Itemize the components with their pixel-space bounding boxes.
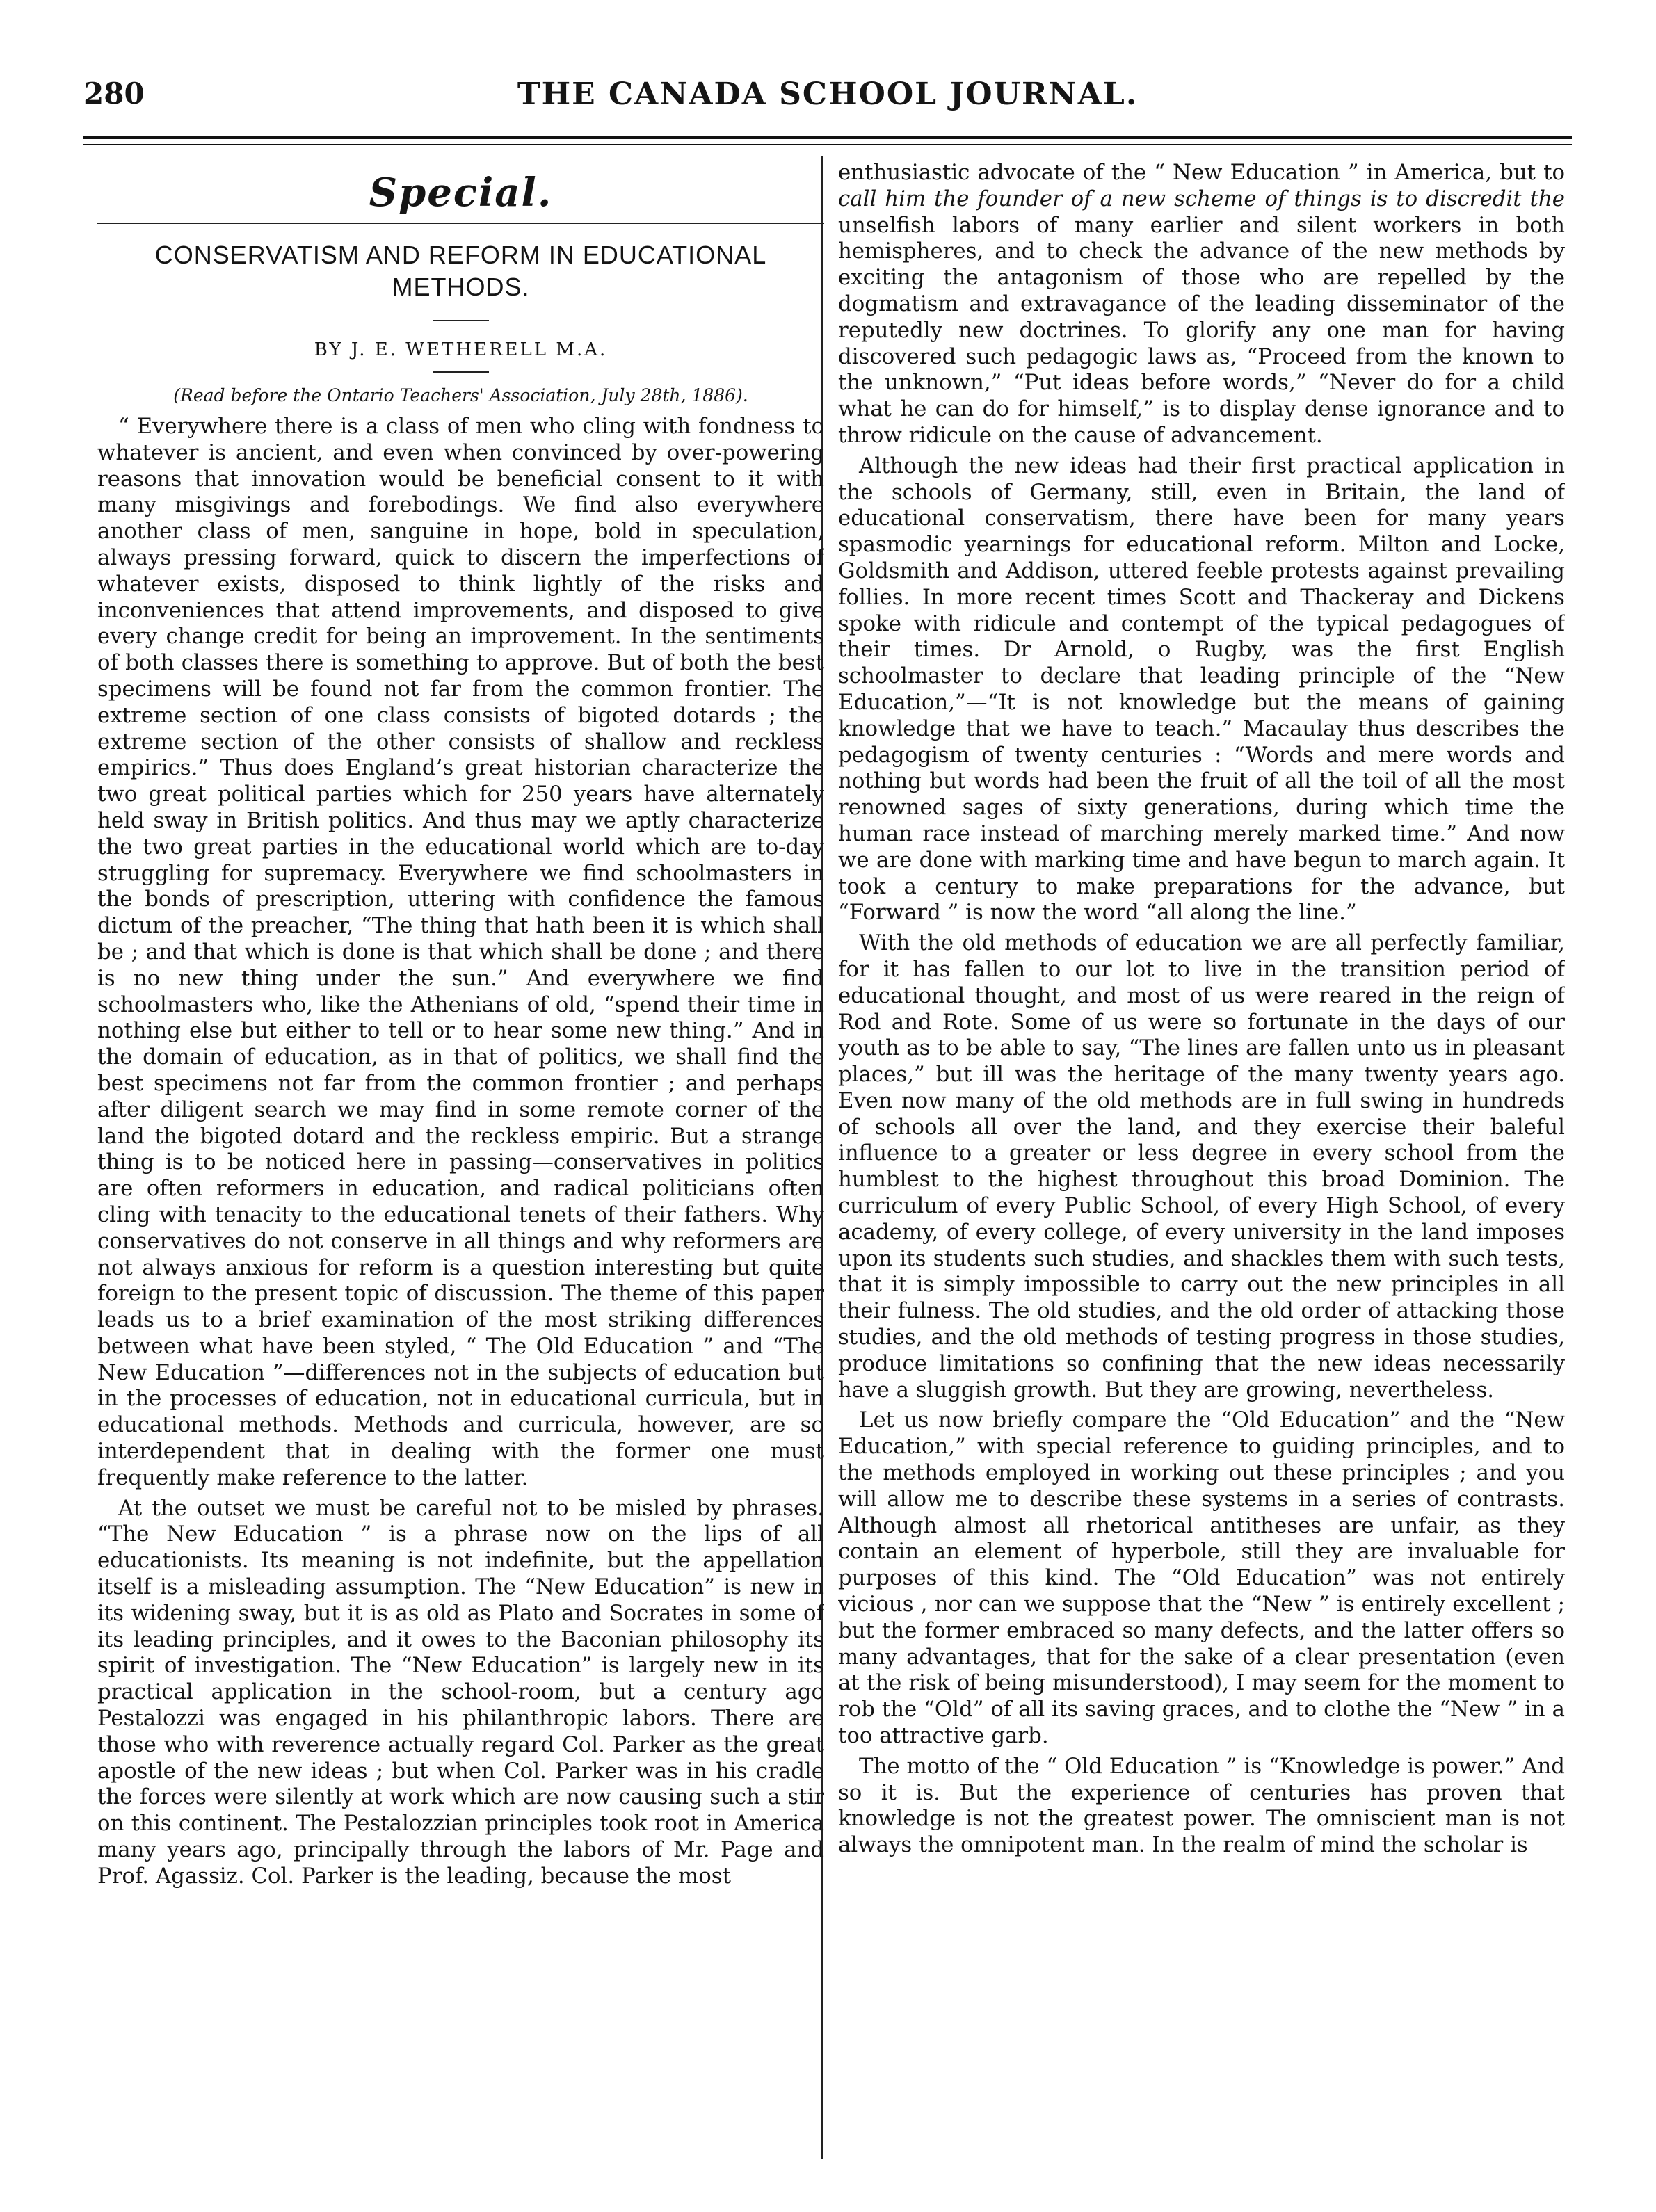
page-number: 280 (83, 76, 145, 111)
paragraph: At the outset we must be careful not to be misled by phrases. “The New Education ” is a phrase now on the lips of all educationists. Its meaning is not indefinite, but the appellation itself is a misleading assumption. The “New Education” is new in its widening sway, but it is as old as Plato and Socrates in some of its leading principles, and it owes to the Baconian philosophy its spirit of investigation. The “New Education” is largely new in its practical application in the school-room, but a century ago Pestalozzi was engaged in his philanthropic labors. There are those who with reverence actually regard Col. Parker as the great apostle of the new ideas ; but when Col. Parker was in his cradle the forces were silently at work which are now causing such a stir on this continent. The Pestalozzian principles took root in America many years ago, principally through the labors of Mr. Page and Prof. Agassiz. Col. Parker is the leading, because the most (97, 1495, 824, 1889)
section-rule (97, 223, 824, 224)
page-header (83, 76, 1572, 125)
text-run: unselfish labors of many earlier and silent workers in both hemispheres, and to check the advance of the new methods by exciting the antagonism of those who are repelled by the dogmatism and extravagance of the leading disseminator of the reputedly new doctrines. To glorify any one man for having discovered such pedagogic laws as, “Proceed from the known to the unknown,” “Put ideas before words,” “Never do for a child what he can do for himself,” is to display dense ignorance and to throw ridicule on the cause of advancement. (838, 212, 1565, 448)
header-rule-thick (83, 136, 1572, 139)
paragraph: “ Everywhere there is a class of men who cling with fondness to whatever is ancient, and even when convinced by over-powering reasons that innovation would be beneficial consent to it with many misgivings and forebodings. We find also everywhere another class of men, sanguine in hope, bold in speculation, always pressing forward, quick to discern the imperfections of whatever exists, disposed to think lightly of the risks and inconveniences that attend improvements, and disposed to give every change credit for being an improvement. In the sentiments of both classes there is something to approve. But of both the best specimens will be found not far from the common frontier. The extreme section of one class consists of bigoted dotards ; the extreme section of the other consists of shallow and reckless empirics.” Thus does England’s great historian characterize the two great political parties which for 250 years have alternately held sway in British politics. And thus may we aptly characterize the two great parties in the educational world which are to-day struggling for supremacy. Everywhere we find schoolmasters in the bonds of prescription, uttering with confidence the famous dictum of the preacher, “The thing that hath been it is which shall be ; and that which is done is that which shall be done ; and there is no new thing under the sun.” And everywhere we find schoolmasters who, like the Athenians of old, “spend their time in nothing else but either to tell or to hear some new thing.” And in the domain of education, as in that of politics, we shall find the best specimens not far from the common frontier ; and perhaps after diligent search we may find in some remote corner of the land the bigoted dotard and the reckless empiric. But a strange thing is to be noticed here in passing—conservatives in politics are often reformers in education, and radical politicians often cling with tenacity to the educational tenets of their fathers. Why conservatives do not conserve in all things and why reformers are not always anxious for reform is a question interesting but quite foreign to the present topic of discussion. The theme of this paper leads us to a brief examination of the most striking differences between what have been styled, “ The Old Education ” and “The New Education ”—differences not in the subjects of education but in the processes of education, not in educational curricula, but in educational methods. Methods and curricula, however, are so interdependent that in dealing with the former one must frequently make reference to the latter. (97, 414, 824, 1490)
byline: BY J. E. WETHERELL M.A. (314, 339, 608, 360)
byline-rule (433, 371, 489, 373)
journal-title: THE CANADA SCHOOL JOURNAL. (517, 76, 1139, 112)
article-title: CONSERVATISM AND REFORM IN EDUCATIONAL METHODS. (154, 241, 767, 301)
left-column (97, 160, 824, 2156)
section-title: Special. (369, 170, 553, 216)
paragraph: Let us now briefly compare the “Old Education” and the “New Education,” with special reference to guiding principles, and to the methods employed in working out these principles ; and you will allow me to describe these systems in a series of contrasts. Although almost all rhetorical antitheses are unfair, as they contain an element of hyperbole, still they are invaluable for purposes of this kind. The “Old Education” was not entirely vicious , nor can we suppose that the “New ” is entirely excellent ; but the former embraced so many defects, and the latter offers so many advantages, that for the sake of a clear presentation (even at the risk of being misunderstood), I may seem for the moment to rob the “Old” of all its saving graces, and to clothe the “New ” in a too attractive garb. (838, 1407, 1565, 1749)
right-column (838, 160, 1565, 2156)
paragraph: The motto of the “ Old Education ” is “Knowledge is power.” And so it is. But the experience of centuries has proven that knowledge is not the greatest power. The omniscient man is not always the omnipotent man. In the realm of mind the scholar is (838, 1753, 1565, 1858)
left-body (97, 414, 824, 1890)
paragraph: Although the new ideas had their first practical application in the schools of Germany, still, even in Britain, the land of educational conservatism, there have been for many years spasmodic yearnings for educational reform. Milton and Locke, Goldsmith and Addison, uttered feeble protests against prevailing follies. In more recent times Scott and Thackeray and Dickens spoke with ridicule and contempt of the typical pedagogues of their times. Dr Arnold, o Rugby, was the first English schoolmaster to declare that leading principle of the “New Education,”—“It is not knowledge but the means of gaining knowledge that we have to teach.” Macaulay thus describes the pedagogism of twenty centuries : “Words and mere words and nothing but words had been the fruit of all the toil of all the most renowned sages of sixty generations, during which time the human race instead of marching merely marked time.” And now we are done with marking time and have begun to march again. It took a century to make preparations for the advance, but “Forward ” is now the word “all along the line.” (838, 453, 1565, 926)
header-rule-thin (83, 144, 1572, 145)
reading-note: (Read before the Ontario Teachers' Association, July 28th, 1886). (173, 385, 748, 405)
paragraph: With the old methods of education we are all perfectly familiar, for it has fallen to our lot to live in the transition period of educational thought, and most of us were reared in the reign of Rod and Rote. Some of us were so fortunate in the days of our youth as to be able to say, “The lines are fallen unto us in pleasant places,” but ill was the heritage of the many twenty years ago. Even now many of the old methods are in full swing in hundreds of schools all over the land, and they exercise their baleful influence to a greater or less degree in every school from the humblest to the highest throughout this broad Dominion. The curriculum of every Public School, of every High School, of every academy, of every college, of every university in the land imposes upon its students such studies, and shackles them with such tests, that it is simply impossible to carry out the new principles in all their fulness. The old studies, and the old order of attacking those studies, and the old methods of testing progress in those studies, produce limitations so confining that the new ideas necessarily have a sluggish growth. But they are growing, nevertheless. (838, 930, 1565, 1403)
text-run: enthusiastic advocate of the “ New Education ” in America, but to (838, 160, 1565, 185)
italic-run: call him the founder of a new scheme of things is to discredit the (838, 186, 1565, 211)
paragraph (838, 160, 1565, 449)
title-rule (433, 320, 489, 321)
